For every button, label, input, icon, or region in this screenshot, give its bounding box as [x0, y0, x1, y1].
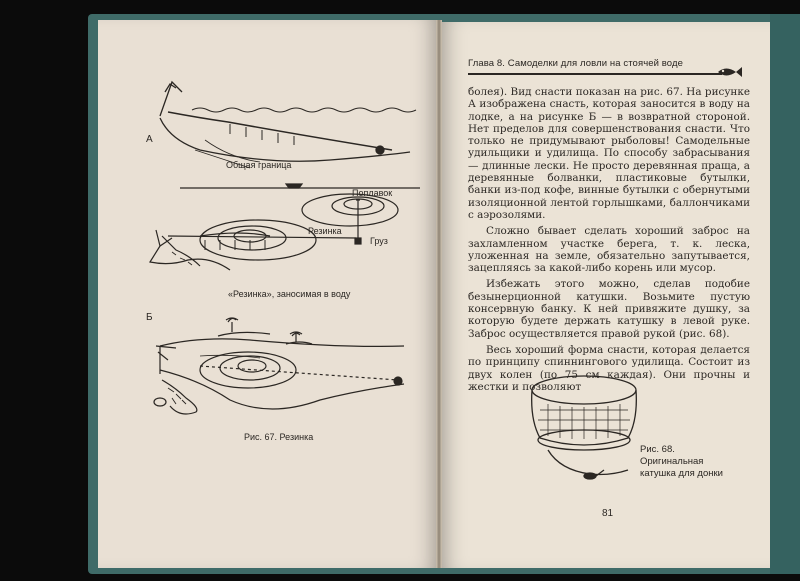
paragraph: Избежать этого можно, сделав подобие безынерционной катушки. Возьмите пустую консервную банку. К ней привяжите душку, за которую будете держать катушку в левой руке. Заброс осуществляется правой рукой (рис. 68). [468, 278, 750, 340]
callout-boundary: Общая граница [226, 160, 292, 170]
callout-float: Поплавок [352, 188, 393, 198]
figure-a-label: А [146, 134, 153, 145]
callout-rubber: Резинка [308, 226, 342, 236]
page-number: 81 [602, 508, 614, 519]
caption-b: Рис. 67. Резинка [244, 432, 314, 442]
paragraph: болея). Вид снасти показан на рис. 67. На рисунке А изображена снасть, которая заносится в воду на лодке, а на рисунке Б — в возвратной стороной. Нет пределов для совершенствования снасти. Что только не придумывают рыболовы! Самодельные удильщики и удилища. По способу забрасывания — длинные лески. Не просто деревянная праща, а деревянные болванки, пластиковые бутылки, банки из-под кофе, винные бутылки с обернутыми изоляционной лентой горлышками, баллончиками с аэрозолями. [468, 86, 750, 221]
paragraph: Сложно бывает сделать хороший заброс на захламленном участке берега, т. к. леска, уложенная на земле, обязательно запутывается, зацепляясь за какой-либо корень или мусор. [468, 225, 750, 275]
callout-weight: Груз [370, 236, 388, 246]
figure-b-label: Б [146, 312, 153, 323]
caption-a: «Резинка», заносимая в воду [228, 289, 351, 299]
running-header: Глава 8. Самоделки для ловли на стоячей воде [468, 58, 684, 69]
figure-caption: Рис. 68. Оригинальная катушка для донки [640, 444, 723, 479]
paragraph: Весь хороший форма снасти, которая делается по принципу спиннингового удилища. Состоит из двух колен (по 75 см каждая). Они прочны и жестки и позволяют [468, 343, 750, 393]
